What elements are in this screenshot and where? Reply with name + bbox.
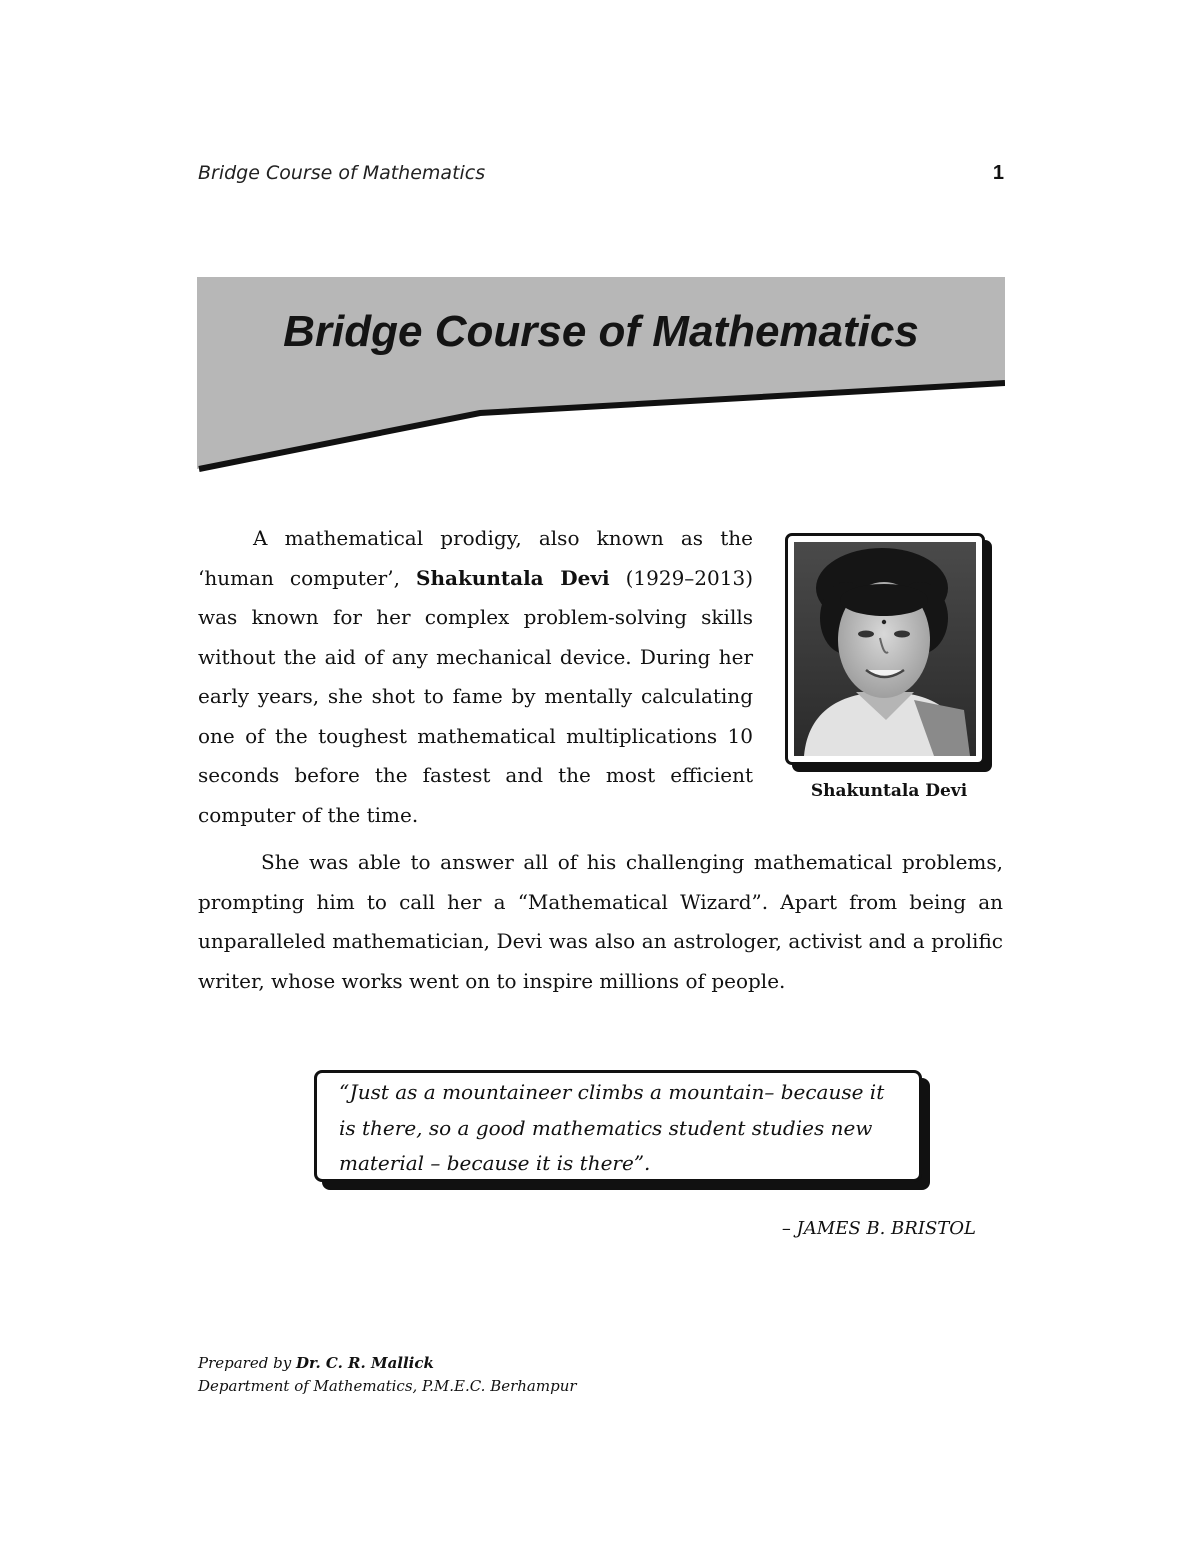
page-number: 1 xyxy=(992,162,1004,184)
intro-text-start: A mathematical prodigy, also known as the ‘human computer’, xyxy=(198,526,753,590)
footer-author: Dr. C. R. Mallick xyxy=(295,1354,434,1372)
quote-text: “Just as a mountaineer climbs a mountain– because it is there, so a good mathematics student studies new material – because it is there”. xyxy=(339,1080,885,1175)
intro-paragraph xyxy=(198,519,753,835)
intro-name: Shakuntala Devi xyxy=(416,565,610,590)
portrait-frame xyxy=(785,533,985,765)
body-paragraph xyxy=(198,843,1003,1001)
running-title: Bridge Course of Mathematics xyxy=(198,162,486,184)
portrait-caption: Shakuntala Devi xyxy=(810,781,968,801)
running-header xyxy=(198,162,1004,185)
footer-prepared-line xyxy=(198,1352,577,1375)
prepared-label: Prepared by xyxy=(198,1354,296,1372)
intro-text-end: (1929–2013) was known for her complex problem-solving skills without the aid of any mechanical device. During her early years, she shot to fame by mentally calculating one of the toughest mathematical multiplications 10 seconds before the fastest and the most efficient computer of the time. xyxy=(198,565,753,827)
title-banner xyxy=(197,277,1005,475)
quote-box xyxy=(314,1070,922,1182)
portrait-image xyxy=(794,542,976,756)
body-text: She was able to answer all of his challenging mathematical problems, prompting him to call her a “Mathematical Wizard”. Apart from being an unparalleled mathematician, Devi was also an astrologer, activist and a prolific writer, whose works went on to inspire millions of people. xyxy=(198,850,1003,993)
footer xyxy=(198,1352,577,1398)
banner-title: Bridge Course of Mathematics xyxy=(283,307,919,356)
footer-department: Department of Mathematics, P.M.E.C. Berhampur xyxy=(198,1377,577,1395)
quote-author: – JAMES B. BRISTOL xyxy=(781,1218,976,1239)
